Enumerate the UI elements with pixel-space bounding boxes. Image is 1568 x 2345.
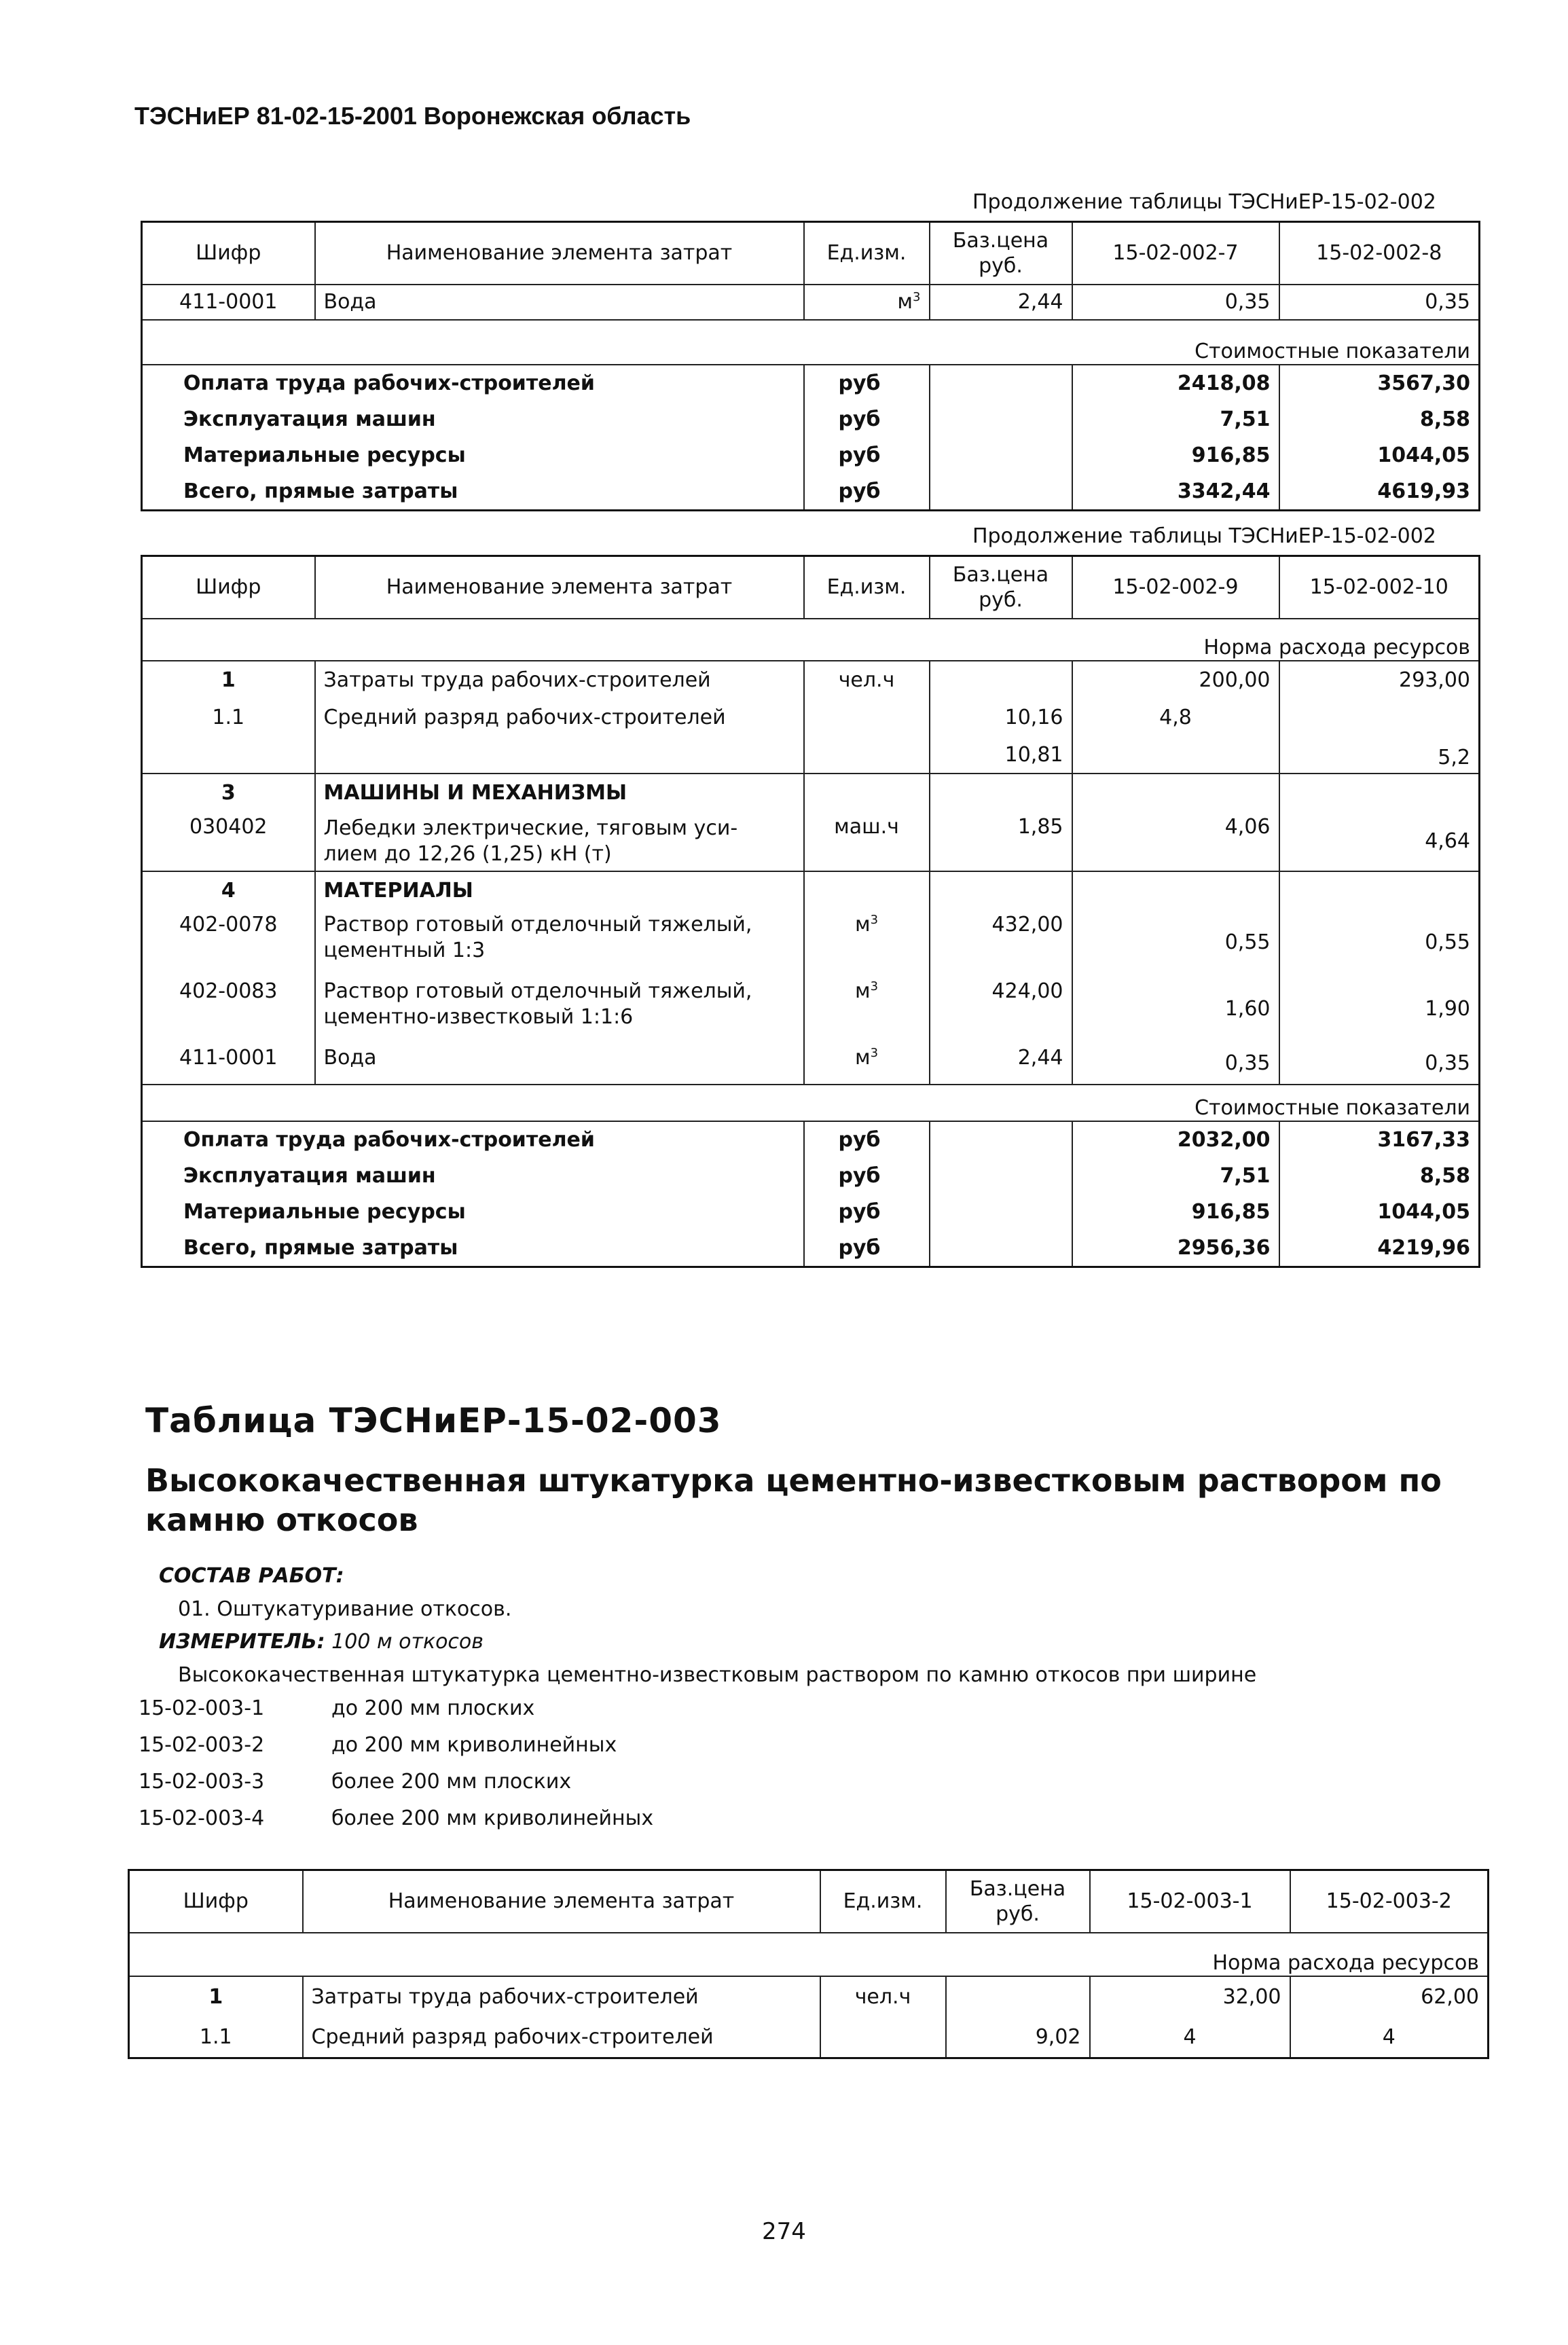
summary-row: Оплата труда рабочих-строителей руб 2418,08 3567,30	[142, 365, 1480, 401]
table-row: 1 Затраты труда рабочих-строителей чел.ч 32,00 62,00	[129, 1976, 1489, 2017]
summary-row: Эксплуатация машин руб 7,51 8,58	[142, 1158, 1480, 1194]
section-band: Норма расхода ресурсов	[142, 619, 1480, 661]
col-a-header: 15-02-003-1	[1090, 1870, 1290, 1933]
table-row: 402-0083 Раствор готовый отделочный тяжелый, цементно-известковый 1:1:6 $м^3$ 424,00 1,60 1,90	[142, 976, 1480, 1042]
summary-row: Всего, прямые затраты руб 2956,36 4219,96	[142, 1230, 1480, 1267]
table-row: 411-0001 Вода $м^3$ 2,44 0,35 0,35	[142, 285, 1480, 320]
col-name-header: Наименование элемента затрат	[315, 556, 804, 619]
section-heading-row: 4 МАТЕРИАЛЫ	[142, 871, 1480, 909]
col-unit-header: Ед.изм.	[804, 222, 930, 285]
table-row: 030402 Лебедки электрические, тяговым уси- лием до 12,26 (1,25) кН (т) маш.ч 1,85 4,06 4,64	[142, 812, 1480, 871]
table-header-row	[129, 1870, 1489, 1933]
composition-label: СОСТАВ РАБОТ:	[159, 1564, 344, 1588]
table-row: 411-0001 Вода $м^3$ 2,44 0,35 0,35	[142, 1042, 1480, 1085]
code-list	[139, 1696, 953, 1859]
col-code-header: Шифр	[129, 1870, 303, 1933]
col-unit-header: Ед.изм.	[820, 1870, 946, 1933]
section-band: Норма расхода ресурсов	[129, 1933, 1489, 1976]
table-continuation-caption: Продолжение таблицы ТЭСНиЕР-15-02-002	[972, 524, 1436, 548]
col-name-header: Наименование элемента затрат	[315, 222, 804, 285]
list-item: более 200 мм криволинейных	[331, 1806, 654, 1830]
list-item: 15-02-003-1	[139, 1696, 265, 1720]
list-item: до 200 мм плоских	[331, 1696, 535, 1720]
page-header: ТЭСНиЕР 81-02-15-2001 Воронежская область	[134, 102, 691, 130]
table-row: 10,81 5,2	[142, 737, 1480, 774]
list-item: 15-02-003-4	[139, 1806, 265, 1830]
col-unit-header: Ед.изм.	[804, 556, 930, 619]
table-title: Таблица ТЭСНиЕР-15-02-003	[145, 1401, 722, 1440]
col-b-header: 15-02-003-2	[1290, 1870, 1489, 1933]
summary-row: Эксплуатация машин руб 7,51 8,58	[142, 401, 1480, 437]
composition-item: 01. Оштукатуривание откосов.	[178, 1597, 512, 1621]
col-code-header: Шифр	[142, 556, 315, 619]
list-item: до 200 мм криволинейных	[331, 1733, 617, 1757]
col-code-header: Шифр	[142, 222, 315, 285]
col-price-header: Баз.цена руб.	[930, 556, 1072, 619]
list-item: 15-02-003-2	[139, 1733, 265, 1757]
list-item: более 200 мм плоских	[331, 1770, 572, 1794]
table-subtitle: Высококачественная штукатурка цементно-известковым раствором по камню откосов	[145, 1462, 1442, 1538]
resource-table-2	[141, 555, 1480, 1268]
col-a-header: 15-02-002-9	[1072, 556, 1279, 619]
table-row: 402-0078 Раствор готовый отделочный тяжелый, цементный 1:3 $м^3$ 432,00 0,55 0,55	[142, 909, 1480, 976]
section-heading-row: 3 МАШИНЫ И МЕХАНИЗМЫ	[142, 774, 1480, 812]
col-a-header: 15-02-002-7	[1072, 222, 1279, 285]
table-row: 1.1 Средний разряд рабочих-строителей 10,16 4,8	[142, 699, 1480, 737]
table-row: 1.1 Средний разряд рабочих-строителей 9,02 4 4	[129, 2017, 1489, 2058]
col-b-header: 15-02-002-10	[1279, 556, 1480, 619]
summary-row: Оплата труда рабочих-строителей руб 2032,00 3167,33	[142, 1121, 1480, 1158]
list-item: 15-02-003-3	[139, 1770, 265, 1794]
summary-row: Всего, прямые затраты руб 3342,44 4619,93	[142, 473, 1480, 511]
col-price-header: Баз.цена руб.	[930, 222, 1072, 285]
section-band: Стоимостные показатели	[142, 1085, 1480, 1121]
col-name-header: Наименование элемента затрат	[303, 1870, 820, 1933]
table-row: 1 Затраты труда рабочих-строителей чел.ч 200,00 293,00	[142, 661, 1480, 699]
col-b-header: 15-02-002-8	[1279, 222, 1480, 285]
table-header-row	[142, 556, 1480, 619]
col-price-header: Баз.цена руб.	[946, 1870, 1090, 1933]
resource-table-1	[141, 221, 1480, 511]
work-description: Высококачественная штукатурка цементно-известковым раствором по камню откосов при ширине	[178, 1663, 1257, 1687]
page-number: 274	[762, 2218, 806, 2245]
resource-table-3	[128, 1869, 1489, 2059]
summary-row: Материальные ресурсы руб 916,85 1044,05	[142, 1194, 1480, 1230]
table-header-row	[142, 222, 1480, 285]
table-continuation-caption: Продолжение таблицы ТЭСНиЕР-15-02-002	[972, 190, 1436, 214]
meter-line: ИЗМЕРИТЕЛЬ: 100 м откосов	[159, 1630, 484, 1654]
summary-row: Материальные ресурсы руб 916,85 1044,05	[142, 437, 1480, 473]
section-band: Стоимостные показатели	[142, 320, 1480, 365]
